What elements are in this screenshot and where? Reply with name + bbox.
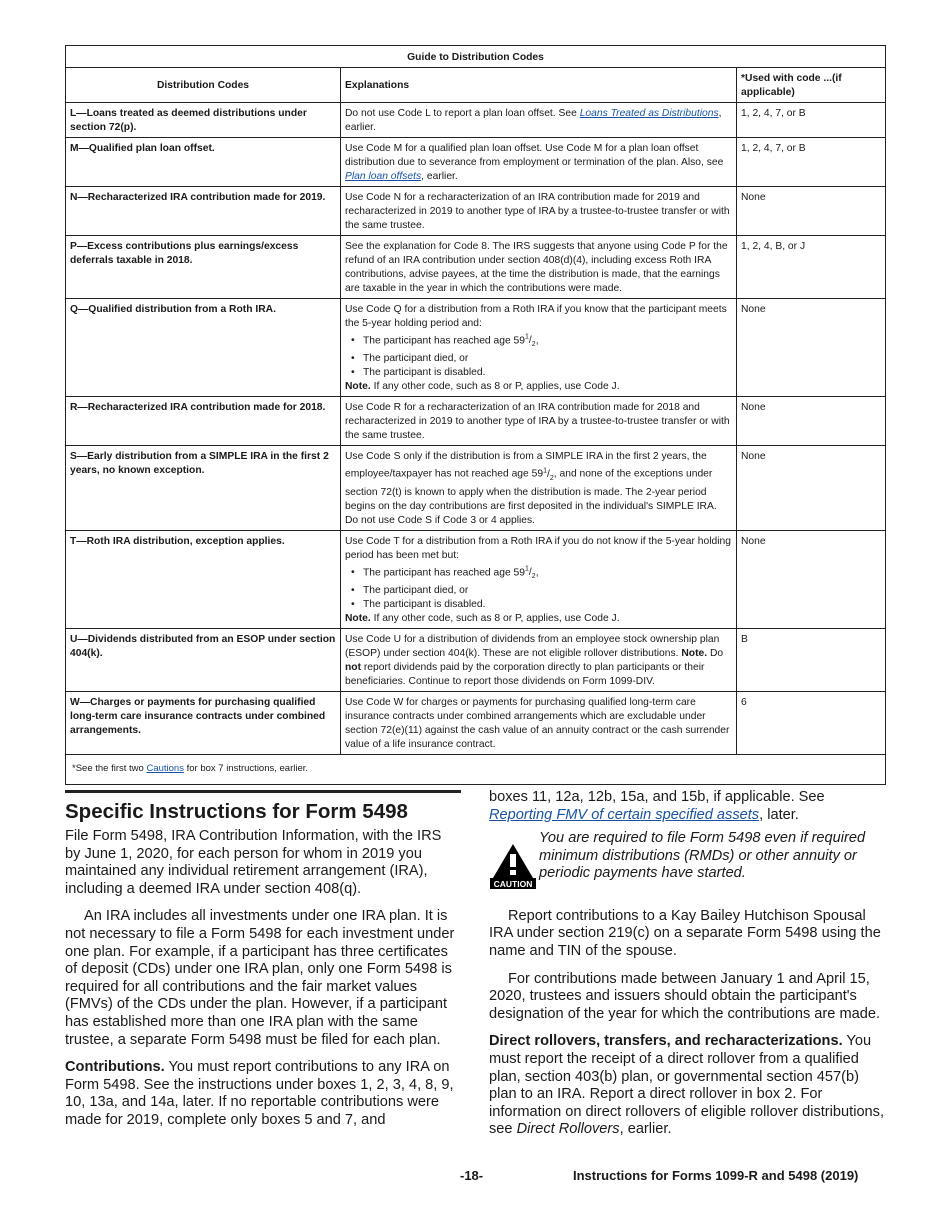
- table-title: Guide to Distribution Codes: [66, 46, 886, 68]
- explanation-q: Use Code Q for a distribution from a Roth IRA if you know that the participant meets the 5-year holding period and: • The participant has reached age $59^1/_2$, • The participant died, or • The participant is disabled. Note. If any other code, such as 8 or P, applies, use Code J.: [341, 299, 737, 397]
- explanation-l: Do not use Code L to report a plan loan offset. See Loans Treated as Distributions, earlier.: [341, 103, 737, 138]
- code-u: U—Dividends distributed from an ESOP under section 404(k).: [66, 629, 341, 692]
- paragraph: Direct rollovers, transfers, and recharacterizations. You must report the receipt of a direct rollover from a qualified plan, section 403(b) plan, or governmental section 457(b) plan to an IRA. Report a direct rollover in box 2. For information on direct rollovers of eligible rollover distributions, see Direct Rollovers, earlier.: [489, 1033, 885, 1138]
- caution-box: [489, 830, 887, 896]
- footer-title: Instructions for Forms 1099-R and 5498 (2019): [573, 1168, 859, 1183]
- explanation-p: See the explanation for Code 8. The IRS suggests that anyone using Code P for the refund of an IRA contribution under section 408(d)(4), including excess Roth IRA contributions, advise payees, at the time the distribution is made, that the earnings are taxable in the year in which the contributions were made.: [341, 236, 737, 299]
- used-with-m: 1, 2, 4, 7, or B: [737, 138, 886, 187]
- table-row: [66, 138, 886, 187]
- paragraph: For contributions made between January 1 and April 15, 2020, trustees and issuers should obtain the participant's designation of the year for which the contributions are made.: [489, 970, 881, 1022]
- right-column: [489, 789, 887, 1149]
- code-r: R—Recharacterized IRA contribution made for 2018.: [66, 397, 341, 446]
- code-t: T—Roth IRA distribution, exception applies.: [66, 530, 341, 628]
- explanation-t: Use Code T for a distribution from a Roth IRA if you do not know if the 5-year holding period has been met but: • The participant has reached age $59^1/_2$, • The participant died, or • The participant is disabled. Note. If any other code, such as 8 or P, applies, use Code J.: [341, 530, 737, 628]
- cautions-link[interactable]: Cautions: [146, 763, 184, 775]
- table-row: [66, 446, 886, 530]
- header-explanations: Explanations: [341, 68, 737, 103]
- table-row: [66, 397, 886, 446]
- used-with-r: None: [737, 397, 886, 446]
- table-row: [66, 299, 886, 397]
- paragraph: Report contributions to a Kay Bailey Hutchison Spousal IRA under section 219(c) on a separate Form 5498 using the name and TIN of the spouse.: [489, 907, 881, 959]
- plan-loan-offsets-link[interactable]: Plan loan offsets: [345, 171, 422, 182]
- table-row: [66, 236, 886, 299]
- caution-label: CAUTION: [493, 879, 533, 890]
- header-distribution-codes: Distribution Codes: [66, 68, 341, 103]
- explanation-u: Use Code U for a distribution of dividends from an employee stock ownership plan (ESOP) under section 404(k). These are not eligible rollover distributions. Note. Do not report dividends paid by the corporation directly to plan participants or their beneficiaries. Continue to report those dividends on Form 1099-DIV.: [341, 629, 737, 692]
- header-used-with-code: *Used with code ...(if applicable): [737, 68, 886, 103]
- paragraph: An IRA includes all investments under one IRA plan. It is not necessary to file a Form 5498 for each investment under one plan. For example, if a participant has three certificates of deposit (CDs) under one IRA plan, only one Form 5498 is required for all contributions and the fair market values (FMVs) of the CDs under the plan. However, if a participant has established more than one IRA plan with the same trustee, a separate Form 5498 must be filed for each plan.: [65, 908, 455, 1048]
- used-with-t: None: [737, 530, 886, 628]
- code-w: W—Charges or payments for purchasing qualified long-term care insurance contracts under combined arrangements.: [66, 692, 341, 755]
- explanation-s: Use Code S only if the distribution is from a SIMPLE IRA in the first 2 years, the employee/taxpayer has not reached age $59^1/_2$, and none of the exceptions under section 72(t) is known to apply when the distribution is made. The 2-year period begins on the day contributions are first deposited in the individual's SIMPLE IRA. Do not use Code S if Code 3 or 4 applies.: [341, 446, 737, 530]
- used-with-w: 6: [737, 692, 886, 755]
- code-q: Q—Qualified distribution from a Roth IRA.: [66, 299, 341, 397]
- used-with-n: None: [737, 187, 886, 236]
- table-row: [66, 103, 886, 138]
- caution-text: You are required to file Form 5498 even if required minimum distributions (RMDs) or other annuity or periodic payments have started.: [539, 830, 866, 882]
- used-with-u: B: [737, 629, 886, 692]
- section-rule: [65, 790, 461, 793]
- page-number: -18-: [460, 1168, 484, 1183]
- paragraph: boxes 11, 12a, 12b, 15a, and 15b, if applicable. See Reporting FMV of certain specified assets, later.: [489, 789, 825, 823]
- paragraph: Contributions. You must report contributions to any IRA on Form 5498. See the instructions under boxes 1, 2, 3, 4, 8, 9, 10, 13a, and 14a, later. If no reportable contributions were made for 2019, complete only boxes 5 and 7, and: [65, 1059, 454, 1128]
- loans-treated-link[interactable]: Loans Treated as Distributions: [579, 108, 719, 119]
- caution-icon: [489, 842, 539, 896]
- used-with-q: None: [737, 299, 886, 397]
- used-with-p: 1, 2, 4, B, or J: [737, 236, 886, 299]
- reporting-fmv-link[interactable]: Reporting FMV of certain specified assets: [489, 806, 760, 823]
- explanation-r: Use Code R for a recharacterization of an IRA contribution made for 2018 and recharacterized in 2019 to another type of IRA by a trustee-to-trustee transfer or with the same trustee.: [341, 397, 737, 446]
- paragraph: File Form 5498, IRA Contribution Information, with the IRS by June 1, 2020, for each person for whom in 2019 you maintained any individual retirement arrangement (IRA), including a deemed IRA under section 408(q).: [65, 828, 442, 897]
- explanation-w: Use Code W for charges or payments for purchasing qualified long-term care insurance contracts under combined arrangements which are excludable under section 72(e)(11) against the cash value of an annuity contract or the cash surrender value of a life insurance contract.: [341, 692, 737, 755]
- explanation-m: Use Code M for a qualified plan loan offset. Use Code M for a plan loan offset distribution due to severance from employment or termination of the plan. Also, see Plan loan offsets, earlier.: [341, 138, 737, 187]
- section-title: Specific Instructions for Form 5498: [65, 800, 408, 823]
- distribution-codes-table: [65, 45, 886, 785]
- code-p: P—Excess contributions plus earnings/excess deferrals taxable in 2018.: [66, 236, 341, 299]
- table-row: [66, 187, 886, 236]
- explanation-n: Use Code N for a recharacterization of an IRA contribution made for 2019 and recharacterized in 2019 to another type of IRA by a trustee-to-trustee transfer or with the same trustee.: [341, 187, 737, 236]
- table-row: [66, 629, 886, 692]
- code-s: S—Early distribution from a SIMPLE IRA in the first 2 years, no known exception.: [66, 446, 341, 530]
- code-l: L—Loans treated as deemed distributions under section 72(p).: [66, 103, 341, 138]
- table-row: [66, 692, 886, 755]
- used-with-s: None: [737, 446, 886, 530]
- table-footnote-row: [66, 755, 886, 785]
- code-n: N—Recharacterized IRA contribution made for 2019.: [66, 187, 341, 236]
- used-with-l: 1, 2, 4, 7, or B: [737, 103, 886, 138]
- left-column: [65, 828, 460, 1140]
- table-footnote: *See the first two Cautions for box 7 instructions, earlier.: [66, 755, 886, 785]
- code-m: M—Qualified plan loan offset.: [66, 138, 341, 187]
- table-row: [66, 530, 886, 628]
